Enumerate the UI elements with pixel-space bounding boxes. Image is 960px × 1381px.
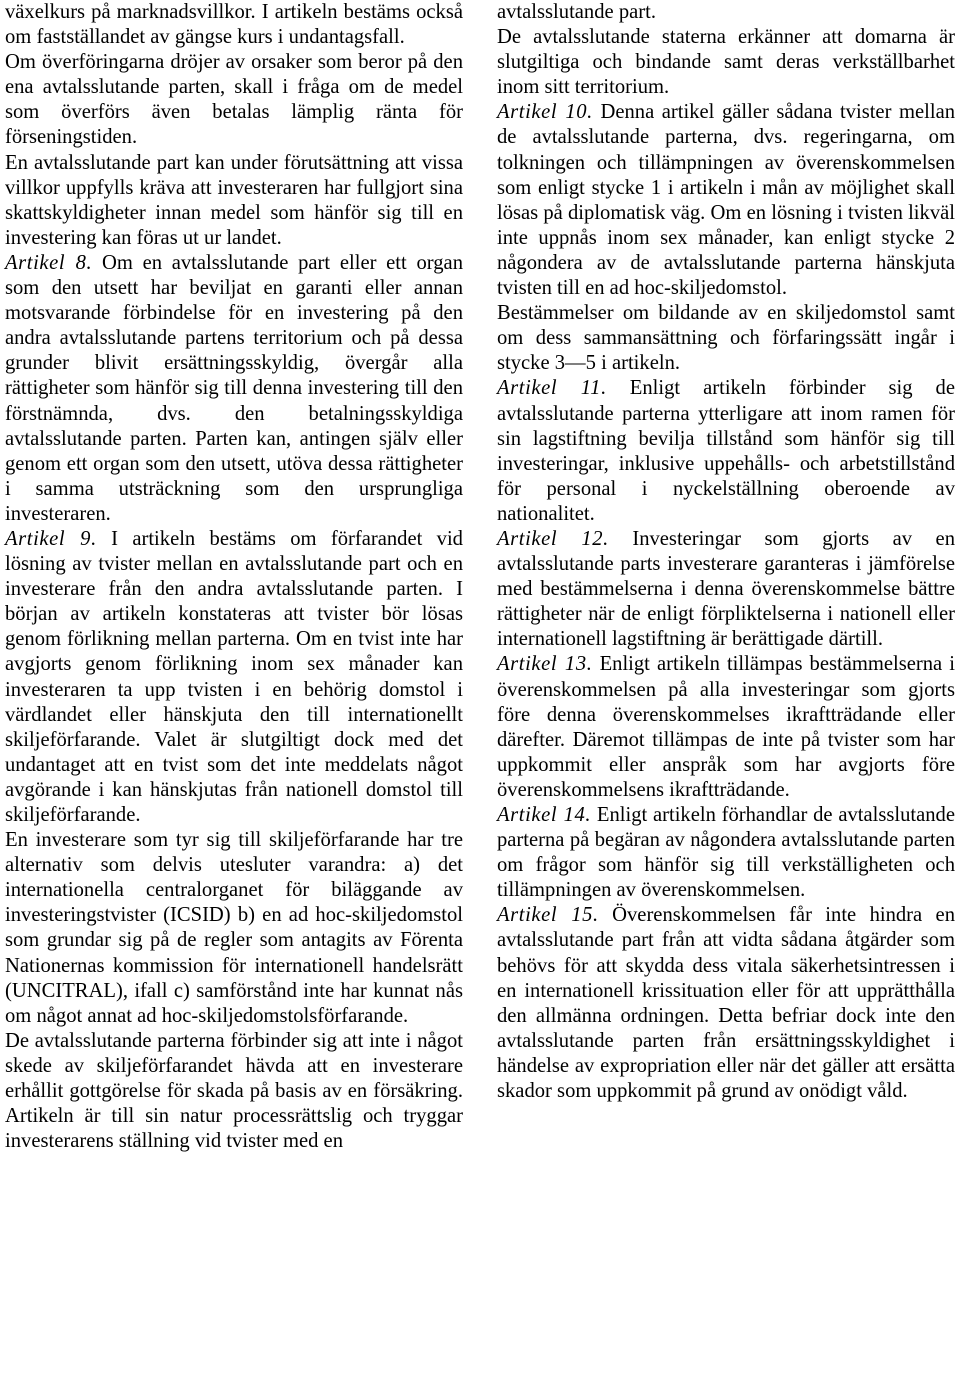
paragraph-delayed-transfers xyxy=(5,50,463,150)
paragraph-text: Denna artikel gäller sådana tvister mellan de avtalsslutande parterna, dvs. regeringarna, om tolkningen och tillämpningen av överenskommelsen som enligt stycke 1 i artikeln i mån av möjlighet skall lösas på diplomatisk väg. Om en lösning i tvisten likväl inte uppnås inom sex månader, kan enligt stycke 2 någondera av de avtalsslutande parterna hänskjuta tvisten till en ad hoc-skiljedomstol. xyxy=(497,101,956,300)
article-heading: Artikel 13. xyxy=(497,653,593,676)
paragraph-text: Enligt artikeln tillämpas bestämmelserna i överenskommelsen på alla investeringar som gjorts före denna överenskommelses ikraftträdande eller därefter. Däremot tillämpas de inte på tvister som har uppkommit eller anspråk som har avgjorts före överenskommelsens ikraftträdande. xyxy=(497,653,956,801)
article-9 xyxy=(5,527,463,828)
paragraph-text: avtalsslutande part. xyxy=(497,1,656,23)
article-8 xyxy=(5,251,463,527)
article-12 xyxy=(497,527,955,652)
paragraph-text: De avtalsslutande staterna erkänner att domarna är slutgiltiga och bindande samt deras verkställbarhet inom sitt territorium. xyxy=(497,26,955,99)
article-heading: Artikel 8. xyxy=(5,251,93,274)
article-15 xyxy=(497,903,955,1104)
right-column xyxy=(497,0,955,1104)
paragraph-text: I artikeln bestäms om förfarandet vid lösning av tvister mellan en avtalsslutande part och en investerare från den andra avtalsslutande parten. I början av artikeln konstateras att tvister bör lösas genom förlikning mellan parterna. Om en tvist inte har avgjorts genom förlikning inom sex månader kan investeraren ta upp tvisten i en behörig domstol i värdlandet eller hänskjuta den till internationellt skiljeförfarande. Valet är slutgiltigt dock med det undantaget att en tvist som det inte meddelats något avgörande i kan hänskjutas från nationell domstol till skiljeförfarande. xyxy=(5,527,463,826)
paragraph-text: Överenskommelsen får inte hindra en avtalsslutande part från att vidta sådana åtgärder som behövs för att skydda dess vitala säkerhetsintressen i en internationell krissituation eller för att upprätthålla den allmänna ordningen. Detta befriar dock inte den avtalsslutande parten från ersättningsskyldighet i händelse av expropriation eller när det gäller att ersätta skador som uppkommit på grund av onödigt våld. xyxy=(497,904,955,1103)
paragraph-text: Investeringar som gjorts av en avtalsslutande parts investerare garanteras i jämförelse med bestämmelserna i denna överenskommelse bättre rättigheter när de enligt förpliktelserna i nationell eller internationell lagstiftning är berättigade därtill. xyxy=(497,527,955,651)
paragraph-exchange-rate xyxy=(5,0,463,50)
article-heading: Artikel 15. xyxy=(497,904,599,927)
paragraph-enforceability xyxy=(497,25,955,100)
article-heading: Artikel 12. xyxy=(497,527,609,550)
article-heading: Artikel 14. xyxy=(497,804,592,826)
article-heading: Artikel 11. xyxy=(497,377,607,400)
article-heading: Artikel 9. xyxy=(5,527,97,550)
paragraph-continuation xyxy=(497,0,955,25)
paragraph-text: Om en avtalsslutande part eller ett organ som den utsett har beviljat en garanti eller annan motsvarande förbindelse för en investering på den andra avtalsslutande partens territorium och på dessa grunder blivit ersättningsskyldig, övergår alla rättigheter som hänför sig till denna investering till den förstnämnda, dvs. den betalningsskyldiga avtalsslutande parten. Parten kan, antingen själv eller genom ett organ som den utsett, utöva dessa rättigheter i samma utsträckning som den ursprungliga investeraren. xyxy=(5,251,463,525)
paragraph-tax-obligations xyxy=(5,151,463,251)
paragraph-text: Enligt artikeln förbinder sig de avtalsslutande parterna ytterligare att inom ramen för sin lagstiftning bevilja tillstånd som hänför sig till investeringar, inklusive uppehålls- och arbetstillstånd för personal i nyckelställning oberoende av nationalitet. xyxy=(497,377,955,525)
article-11 xyxy=(497,376,955,527)
paragraph-insurance-compensation xyxy=(5,1029,463,1154)
paragraph-text: En investerare som tyr sig till skiljeförfarande har tre alternativ som delvis utesluter varandra: a) det internationella centralorganet för biläggande av investeringstvister (ICSID) b) en ad hoc-skiljedomstol som grundar sig på de regler som antagits av Förenta Nationernas kommission för internationell handelsrätt (UNCITRAL), ifall c) samförstånd inte har kunnat nås om något annat ad hoc-skiljedomstolsförfarande. xyxy=(5,829,463,1027)
article-14 xyxy=(497,803,955,903)
left-column xyxy=(5,0,463,1154)
paragraph-text: växelkurs på marknadsvillkor. I artikeln bestäms också om fastställandet av gängse kurs i undantagsfall. xyxy=(5,1,463,49)
paragraph-text: De avtalsslutande parterna förbinder sig att inte i något skede av skiljeförfarandet hävda att en investerare erhållit gottgörelse för skada på basis av en försäkring. Artikeln är till sin natur processrättslig och tryggar investerarens ställning vid tvister med en xyxy=(5,1029,463,1153)
paragraph-text: Om överföringarna dröjer av orsaker som beror på den ena avtalsslutande parten, skall i fråga om de medel som överförs även betalas lämplig ränta för förseningstiden. xyxy=(5,51,463,149)
article-heading: Artikel 10. xyxy=(497,101,593,124)
article-10 xyxy=(497,100,955,301)
paragraph-arbitration-alternatives xyxy=(5,828,463,1029)
paragraph-text: En avtalsslutande part kan under förutsättning att vissa villkor uppfylls kräva att investeraren har fullgjort sina skattskyldigheter innan medel som hänför sig till en investering kan föras ut ur landet. xyxy=(5,151,463,249)
article-13 xyxy=(497,652,955,803)
paragraph-text: Bestämmelser om bildande av en skiljedomstol samt om dess sammansättning och förfaringssätt ingår i stycke 3—5 i artikeln. xyxy=(497,302,955,375)
paragraph-tribunal-provisions xyxy=(497,301,955,376)
paragraph-text: Enligt artikeln förhandlar de avtalsslutande parterna på begäran av någondera avtalsslutande parten om frågor som hänför sig till verkställigheten och tillämpningen av överenskommelsen. xyxy=(497,804,955,902)
